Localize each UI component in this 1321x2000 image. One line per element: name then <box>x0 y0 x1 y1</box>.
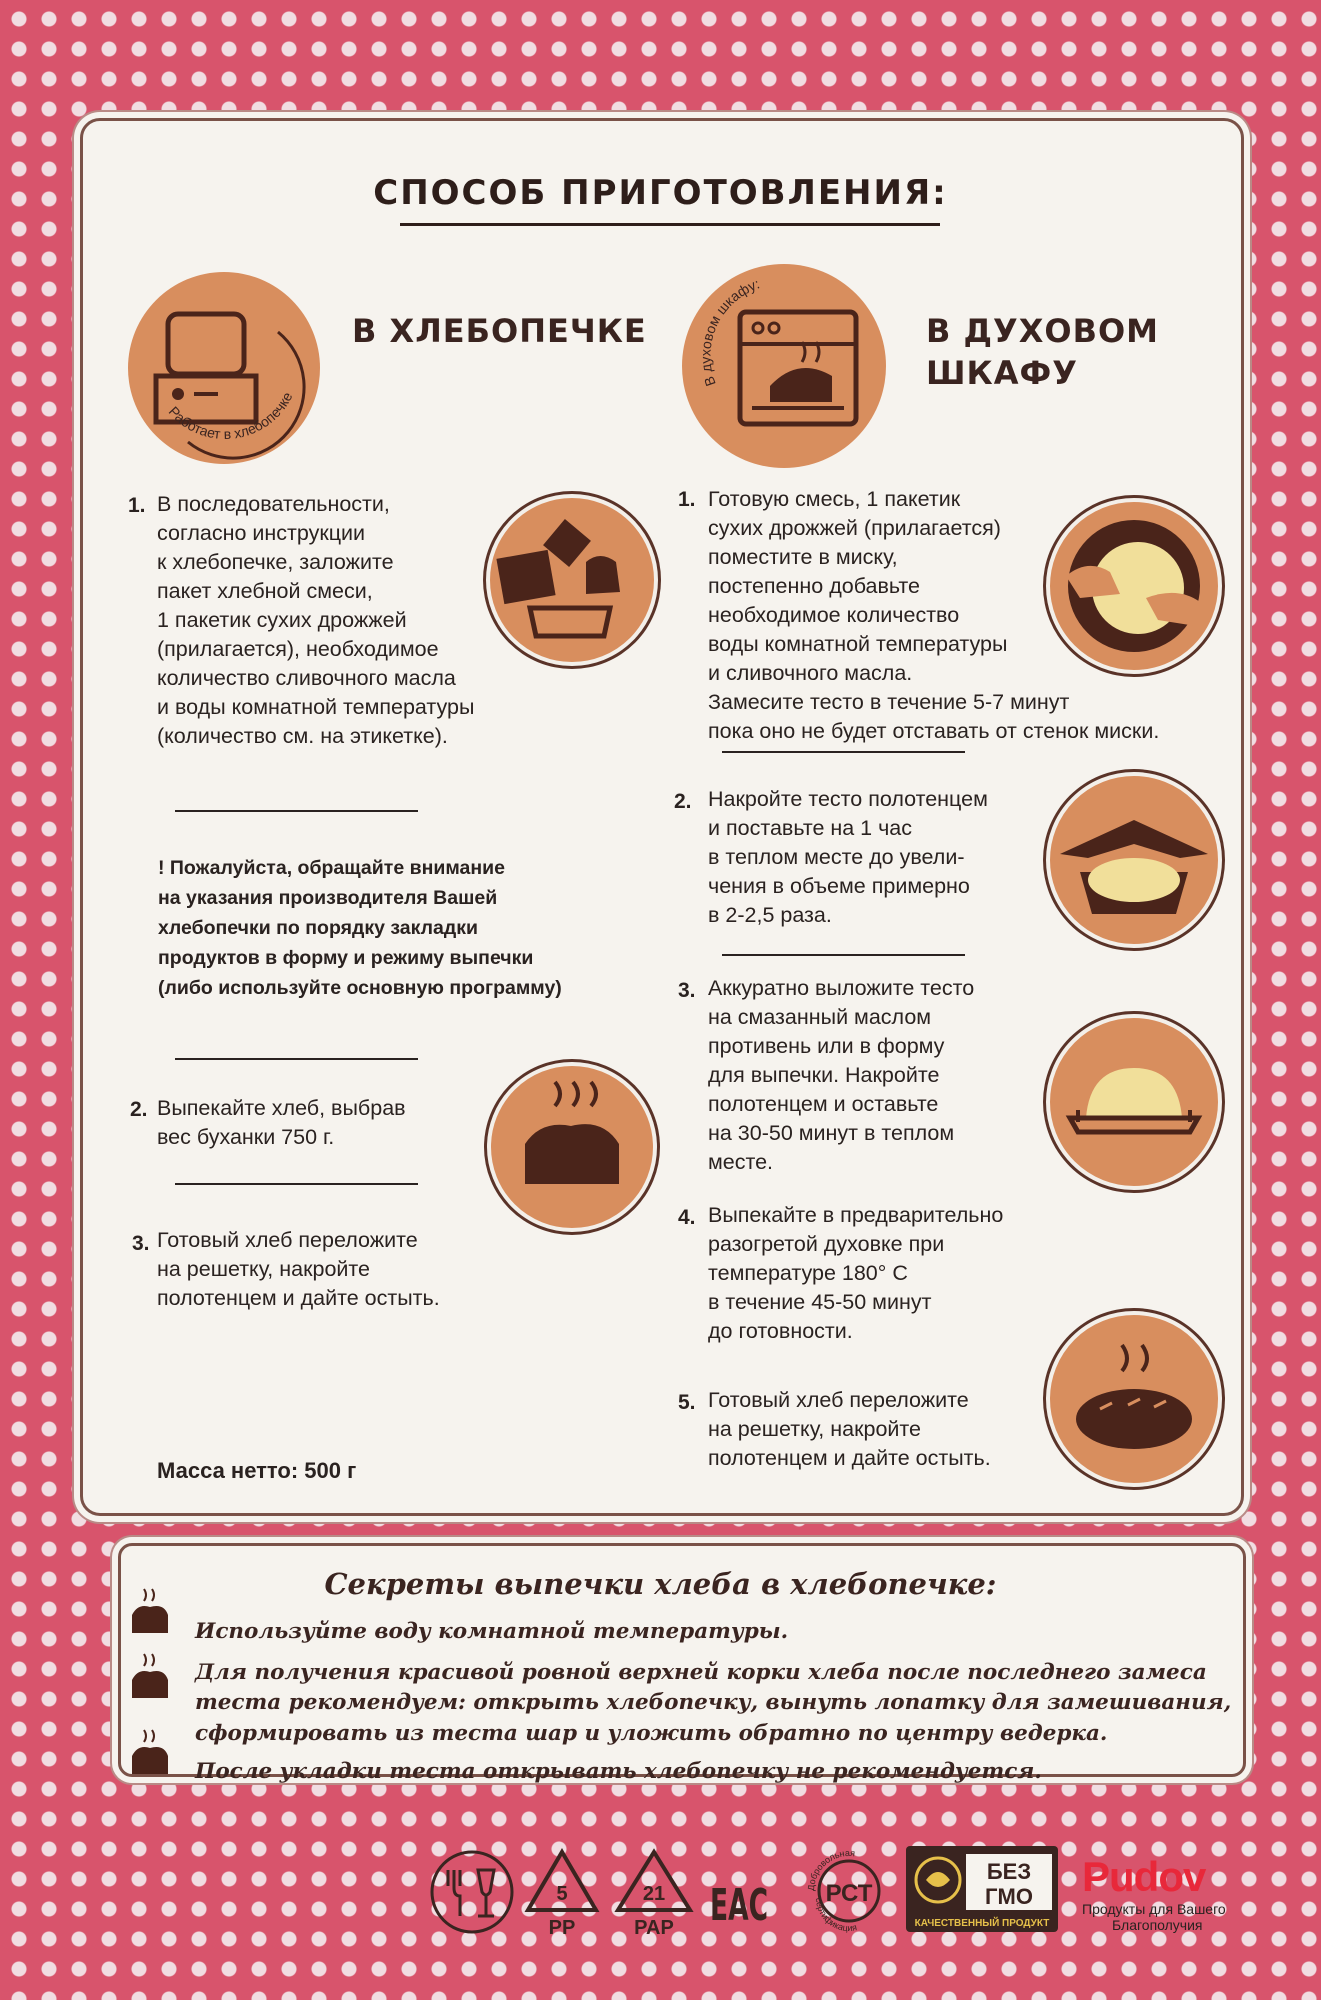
svg-text:Работает в хлебопечке <box>166 389 296 442</box>
recycle-pp-icon <box>524 1846 600 1945</box>
eac-mark <box>708 1848 770 1935</box>
breadmaker-step2-number: 2. <box>130 1098 148 1121</box>
page-title: СПОСОБ ПРИГОТОВЛЕНИЯ: <box>373 173 948 213</box>
tip-item: теста рекомендуем: открыть хлебопечку, вынуть лопатку для замешивания, <box>195 1690 1232 1715</box>
breadmaker-stamp-text: Работает в хлебопечке <box>165 389 296 443</box>
tip-item: сформировать из теста шар и уложить обратно по центру ведерка. <box>195 1721 1108 1746</box>
oven-heading-line2: ШКАФУ <box>926 354 1078 392</box>
breadmaker-step3-number: 3. <box>132 1232 150 1255</box>
divider <box>175 810 418 812</box>
rst-certification-mark <box>804 1846 894 1941</box>
gmo-sub: КАЧЕСТВЕННЫЙ ПРОДУКТ <box>914 1918 1050 1929</box>
brand-logo: Pudov <box>1082 1853 1206 1900</box>
oven-step3-text: Аккуратно выложите тесто на смазанный маслом противень или в форму для выпечки. Накройте полотенцем и оставьте на 30-50 минут в теплом месте. <box>708 976 975 1174</box>
oven-step4-text: Выпекайте в предварительно разогретой духовке при температуре 180° С в течение 45-50 минут до готовности. <box>708 1203 1004 1343</box>
eac-text: EAC <box>710 1880 768 1931</box>
breadmaker-step3-text: Готовый хлеб переложите на решетку, накройте полотенцем и дайте остыть. <box>157 1228 440 1310</box>
ingredients-icon <box>486 494 658 666</box>
oven-step3-number: 3. <box>678 979 696 1002</box>
oven-heading-line1: В ДУХОВОМ <box>926 312 1160 350</box>
breadmaker-step1-text: В последовательности, согласно инструкции к хлебопечке, заложите пакет хлебной смеси, 1 пакетик сухих дрожжей (прилагается), необходимое количество сливочного масла и воды комнатной температуры (количество см. на этикетке). <box>157 492 475 748</box>
divider <box>722 954 965 956</box>
brand-tagline: Продукты для Вашего Благополучия <box>1082 1901 1226 1933</box>
breadmaker-step2-text: Выпекайте хлеб, выбрав вес буханки 750 г. <box>157 1096 406 1149</box>
rst-ring-bottom: сертификация <box>813 1897 858 1934</box>
oven-step1-number: 1. <box>678 488 696 511</box>
oven-step2-number: 2. <box>674 790 692 813</box>
breadmaker-step1-number: 1. <box>128 494 146 517</box>
tip-item: После укладки теста открывать хлебопечку не рекомендуется. <box>195 1759 1042 1784</box>
bread-bullet-icon <box>128 1728 172 1787</box>
breadmaker-stamp <box>128 272 320 464</box>
gmo-line2: ГМО <box>985 1884 1033 1909</box>
tip-item: Для получения красивой ровной верхней корки хлеба после последнего замеса <box>195 1660 1207 1685</box>
gmo-free-badge <box>906 1846 1058 1932</box>
breadmaker-heading: В ХЛЕБОПЕЧКЕ <box>352 312 647 350</box>
recycle-pp-label: PP <box>548 1917 576 1939</box>
tips-title: Секреты выпечки хлеба в хлебопечке: <box>324 1567 997 1601</box>
oven-stamp <box>682 264 886 468</box>
rst-text: РСТ <box>825 1880 873 1907</box>
kneading-icon <box>1046 498 1222 674</box>
dough-on-tray-icon <box>1046 1014 1222 1190</box>
oven-icon <box>682 264 886 468</box>
title-underline <box>400 223 940 226</box>
food-safe-icon <box>428 1848 516 1941</box>
recycle-pp-number: 5 <box>556 1883 568 1905</box>
tip-item: Используйте воду комнатной температуры. <box>195 1619 789 1644</box>
oven-step1-text: Готовую смесь, 1 пакетик сухих дрожжей (прилагается) поместите в миску, постепенно добавьте необходимое количество воды комнатной температуры и сливочного масла. Замесите тесто в течение 5-7 минут пока оно не будет отставать от стенок миски. <box>708 487 1160 743</box>
divider <box>722 751 965 753</box>
bread-loaf-icon <box>487 1062 657 1232</box>
oven-step5-text: Готовый хлеб переложите на решетку, накройте полотенцем и дайте остыть. <box>708 1388 991 1470</box>
covered-dough-icon <box>1046 772 1222 948</box>
breadmaker-note: ! Пожалуйста, обращайте внимание на указания производителя Вашей хлебопечки по порядку закладки продуктов в форму и режиму выпечки (либо используйте основную программу) <box>158 857 562 999</box>
recycle-pap-number: 21 <box>642 1883 666 1905</box>
divider <box>175 1183 418 1185</box>
oven-step4-number: 4. <box>678 1206 696 1229</box>
breadmaker-icon <box>128 272 320 464</box>
oven-stamp-text: В духовом шкафу: <box>697 275 762 389</box>
bread-bullet-icon <box>128 1652 172 1711</box>
net-weight: Масса нетто: 500 г <box>157 1458 357 1483</box>
oven-step5-number: 5. <box>678 1391 696 1414</box>
svg-text:В духовом шкафу: <box>697 275 761 388</box>
oven-step2-text: Накройте тесто полотенцем и поставьте на 1 час в теплом месте до увели- чения в объеме примерно в 2-2,5 раза. <box>708 787 988 927</box>
gmo-line1: БЕЗ <box>986 1859 1032 1884</box>
baked-bread-icon <box>1046 1311 1222 1487</box>
recycle-pap-label: PAP <box>634 1917 674 1939</box>
divider <box>175 1058 418 1060</box>
rst-ring-top: Добровольная <box>805 1847 856 1892</box>
recycle-pap-icon <box>614 1846 694 1945</box>
bread-bullet-icon <box>128 1587 172 1646</box>
